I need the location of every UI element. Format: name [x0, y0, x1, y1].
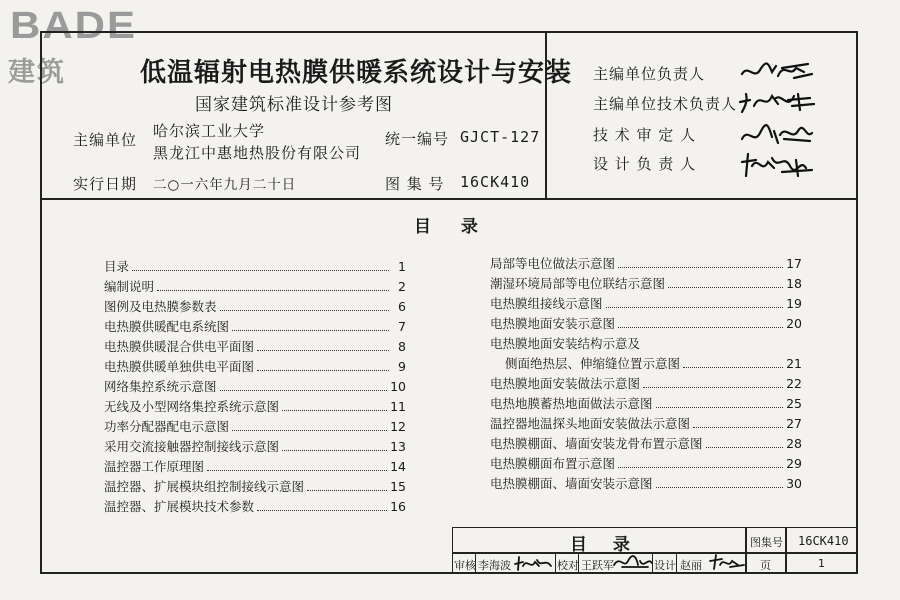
toc-entry-title: 局部等电位做法示意图 — [490, 256, 616, 271]
toc-entry-title: 图例及电热膜参数表 — [104, 299, 217, 314]
toc-entry-title: 温控器、扩展模块技术参数 — [104, 499, 255, 514]
atlas-number-label: 图 集 号 — [385, 175, 445, 193]
toc-entry-title: 温控器地温探头地面安装做法示意图 — [490, 416, 691, 431]
toc-entry[interactable] — [490, 274, 802, 294]
toc-entry-title: 电热膜地面安装做法示意图 — [490, 376, 641, 391]
toc-entry[interactable] — [104, 497, 406, 517]
toc-entry-page: 30 — [786, 476, 802, 491]
toc-entry-page: 1 — [398, 259, 406, 274]
responsible-role: 设 计 负 责 人 — [593, 155, 697, 173]
toc-entry-continued[interactable] — [490, 334, 802, 354]
signature-image — [738, 121, 818, 147]
check-label: 校对 — [557, 559, 579, 572]
toc-entry-page: 27 — [786, 416, 802, 431]
leader-dots — [656, 407, 784, 408]
unified-number: GJCT-127 — [460, 128, 541, 146]
leader-dots — [257, 370, 389, 371]
toc-entry[interactable] — [490, 414, 802, 434]
toc-entry-title: 采用交流接触器控制接线示意图 — [104, 439, 280, 454]
toc-entry-title: 潮湿环境局部等电位联结示意图 — [490, 276, 666, 291]
toc-entry-page: 12 — [390, 419, 406, 434]
review-label: 审核 — [454, 559, 476, 572]
toc-entry[interactable] — [104, 377, 406, 397]
toc-entry-page: 7 — [398, 319, 406, 334]
date-label: 实行日期 — [73, 175, 138, 193]
toc-entry-page: 29 — [786, 456, 802, 471]
toc-entry[interactable] — [490, 254, 802, 274]
page-number: 1 — [818, 557, 825, 570]
title-block-divider — [555, 553, 556, 574]
toc-entry-title: 电热膜地面安装示意图 — [490, 316, 616, 331]
leader-dots — [132, 270, 389, 271]
signature-image — [708, 553, 746, 571]
toc-entry-page: 2 — [398, 279, 406, 294]
signature-image — [612, 553, 654, 571]
sub-title: 国家建筑标准设计参考图 — [195, 95, 393, 115]
toc-entry-title: 电热膜组接线示意图 — [490, 296, 603, 311]
leader-dots — [157, 290, 389, 291]
leader-dots — [282, 410, 387, 411]
toc-entry-page: 9 — [398, 359, 406, 374]
toc-entry-title: 目录 — [104, 259, 130, 274]
toc-entry[interactable] — [104, 397, 406, 417]
toc-entry-title: 电热膜供暖单独供电平面图 — [104, 359, 255, 374]
leader-dots — [232, 430, 387, 431]
leader-dots — [618, 327, 783, 328]
responsible-role: 主编单位负责人 — [593, 65, 706, 83]
toc-entry[interactable] — [104, 257, 406, 277]
editor-name-2: 黑龙江中惠地热股份有限公司 — [153, 144, 362, 162]
toc-entry-page: 6 — [398, 299, 406, 314]
leader-dots — [282, 450, 387, 451]
page-label: 页 — [760, 559, 771, 572]
leader-dots — [220, 390, 388, 391]
toc-entry[interactable] — [104, 437, 406, 457]
title-block-divider — [676, 553, 677, 574]
signature-image — [513, 554, 555, 572]
leader-dots — [257, 510, 387, 511]
leader-dots — [207, 470, 387, 471]
atlas-no-label: 图集号 — [750, 536, 783, 549]
leader-dots — [618, 267, 783, 268]
design-name: 赵丽 — [680, 559, 702, 572]
leader-dots — [257, 350, 389, 351]
toc-entry-page: 19 — [786, 296, 802, 311]
review-name: 李海波 — [478, 559, 511, 572]
toc-entry-page: 11 — [390, 399, 406, 414]
signature-image — [738, 58, 818, 84]
toc-entry-title: 电热膜棚面、墙面安装龙骨布置示意图 — [490, 436, 703, 451]
main-title: 低温辐射电热膜供暖系统设计与安装 — [140, 58, 573, 88]
toc-entry-page: 28 — [786, 436, 802, 451]
toc-entry-page: 8 — [398, 339, 406, 354]
toc-entry-title: 温控器、扩展模块组控制接线示意图 — [104, 479, 305, 494]
toc-entry-title: 功率分配器配电示意图 — [104, 419, 230, 434]
toc-entry-title: 侧面绝热层、伸缩缝位置示意图 — [505, 356, 681, 371]
toc-entry-page: 17 — [786, 256, 802, 271]
bade-logo-subtitle: 建筑 — [8, 57, 66, 88]
toc-entry[interactable] — [505, 354, 802, 374]
title-block-title: 目 录 — [570, 535, 640, 555]
leader-dots — [668, 287, 783, 288]
leader-dots — [618, 467, 783, 468]
toc-entry-page: 14 — [390, 459, 406, 474]
toc-entry-title: 无线及小型网络集控系统示意图 — [104, 399, 280, 414]
atlas-number: 16CK410 — [460, 173, 531, 191]
toc-entry-page: 25 — [786, 396, 802, 411]
leader-dots — [683, 367, 783, 368]
editor-label: 主编单位 — [73, 131, 138, 149]
toc-entry[interactable] — [104, 317, 406, 337]
toc-entry[interactable] — [104, 477, 406, 497]
header-divider-horizontal — [40, 198, 858, 200]
toc-entry[interactable] — [490, 474, 802, 494]
toc-entry-title: 电热膜棚面、墙面安装示意图 — [490, 476, 653, 491]
toc-entry-page: 15 — [390, 479, 406, 494]
toc-entry-page: 13 — [390, 439, 406, 454]
toc-entry[interactable] — [104, 417, 406, 437]
leader-dots — [693, 427, 783, 428]
effective-date: 二○一六年九月二十日 — [153, 177, 297, 193]
toc-entry-title: 温控器工作原理图 — [104, 459, 205, 474]
toc-entry-title: 编制说明 — [104, 279, 155, 294]
leader-dots — [656, 487, 784, 488]
toc-entry-page: 16 — [390, 499, 406, 514]
toc-entry-page: 10 — [390, 379, 406, 394]
toc-entry[interactable] — [490, 454, 802, 474]
leader-dots — [706, 447, 784, 448]
design-label: 设计 — [654, 559, 676, 572]
toc-entry[interactable] — [490, 294, 802, 314]
toc-entry[interactable] — [490, 434, 802, 454]
toc-entry[interactable] — [490, 394, 802, 414]
check-name: 王跃军 — [581, 559, 614, 572]
leader-dots — [606, 307, 784, 308]
toc-entry-title: 电热膜供暖配电系统图 — [104, 319, 230, 334]
signature-image — [738, 150, 818, 180]
bade-logo: BADE — [10, 4, 138, 47]
toc-entry-page: 18 — [786, 276, 802, 291]
unified-number-label: 统一编号 — [385, 130, 450, 148]
responsible-role: 技 术 审 定 人 — [593, 126, 697, 144]
leader-dots — [307, 490, 387, 491]
toc-entry[interactable] — [490, 374, 802, 394]
toc-entry-title: 电热膜供暖混合供电平面图 — [104, 339, 255, 354]
toc-entry-title: 电热地膜蓄热地面做法示意图 — [490, 396, 653, 411]
leader-dots — [232, 330, 389, 331]
toc-entry[interactable] — [104, 297, 406, 317]
toc-entry-page: 21 — [786, 356, 802, 371]
toc-entry-title: 电热膜棚面布置示意图 — [490, 456, 616, 471]
toc-entry[interactable] — [104, 337, 406, 357]
toc-entry[interactable] — [104, 357, 406, 377]
atlas-no-value: 16CK410 — [798, 534, 849, 548]
toc-heading: 目 录 — [414, 217, 490, 237]
leader-dots — [220, 310, 389, 311]
toc-entry-title: 电热膜地面安装结构示意及 — [490, 336, 641, 351]
title-block-divider — [785, 527, 787, 574]
toc-entry[interactable] — [490, 314, 802, 334]
responsible-role: 主编单位技术负责人 — [593, 95, 738, 113]
toc-entry[interactable] — [104, 457, 406, 477]
leader-dots — [643, 387, 783, 388]
editor-name-1: 哈尔滨工业大学 — [153, 122, 266, 140]
toc-entry-page: 22 — [786, 376, 802, 391]
toc-entry-title: 网络集控系统示意图 — [104, 379, 217, 394]
toc-entry-page: 20 — [786, 316, 802, 331]
signature-image — [738, 88, 818, 114]
toc-entry[interactable] — [104, 277, 406, 297]
